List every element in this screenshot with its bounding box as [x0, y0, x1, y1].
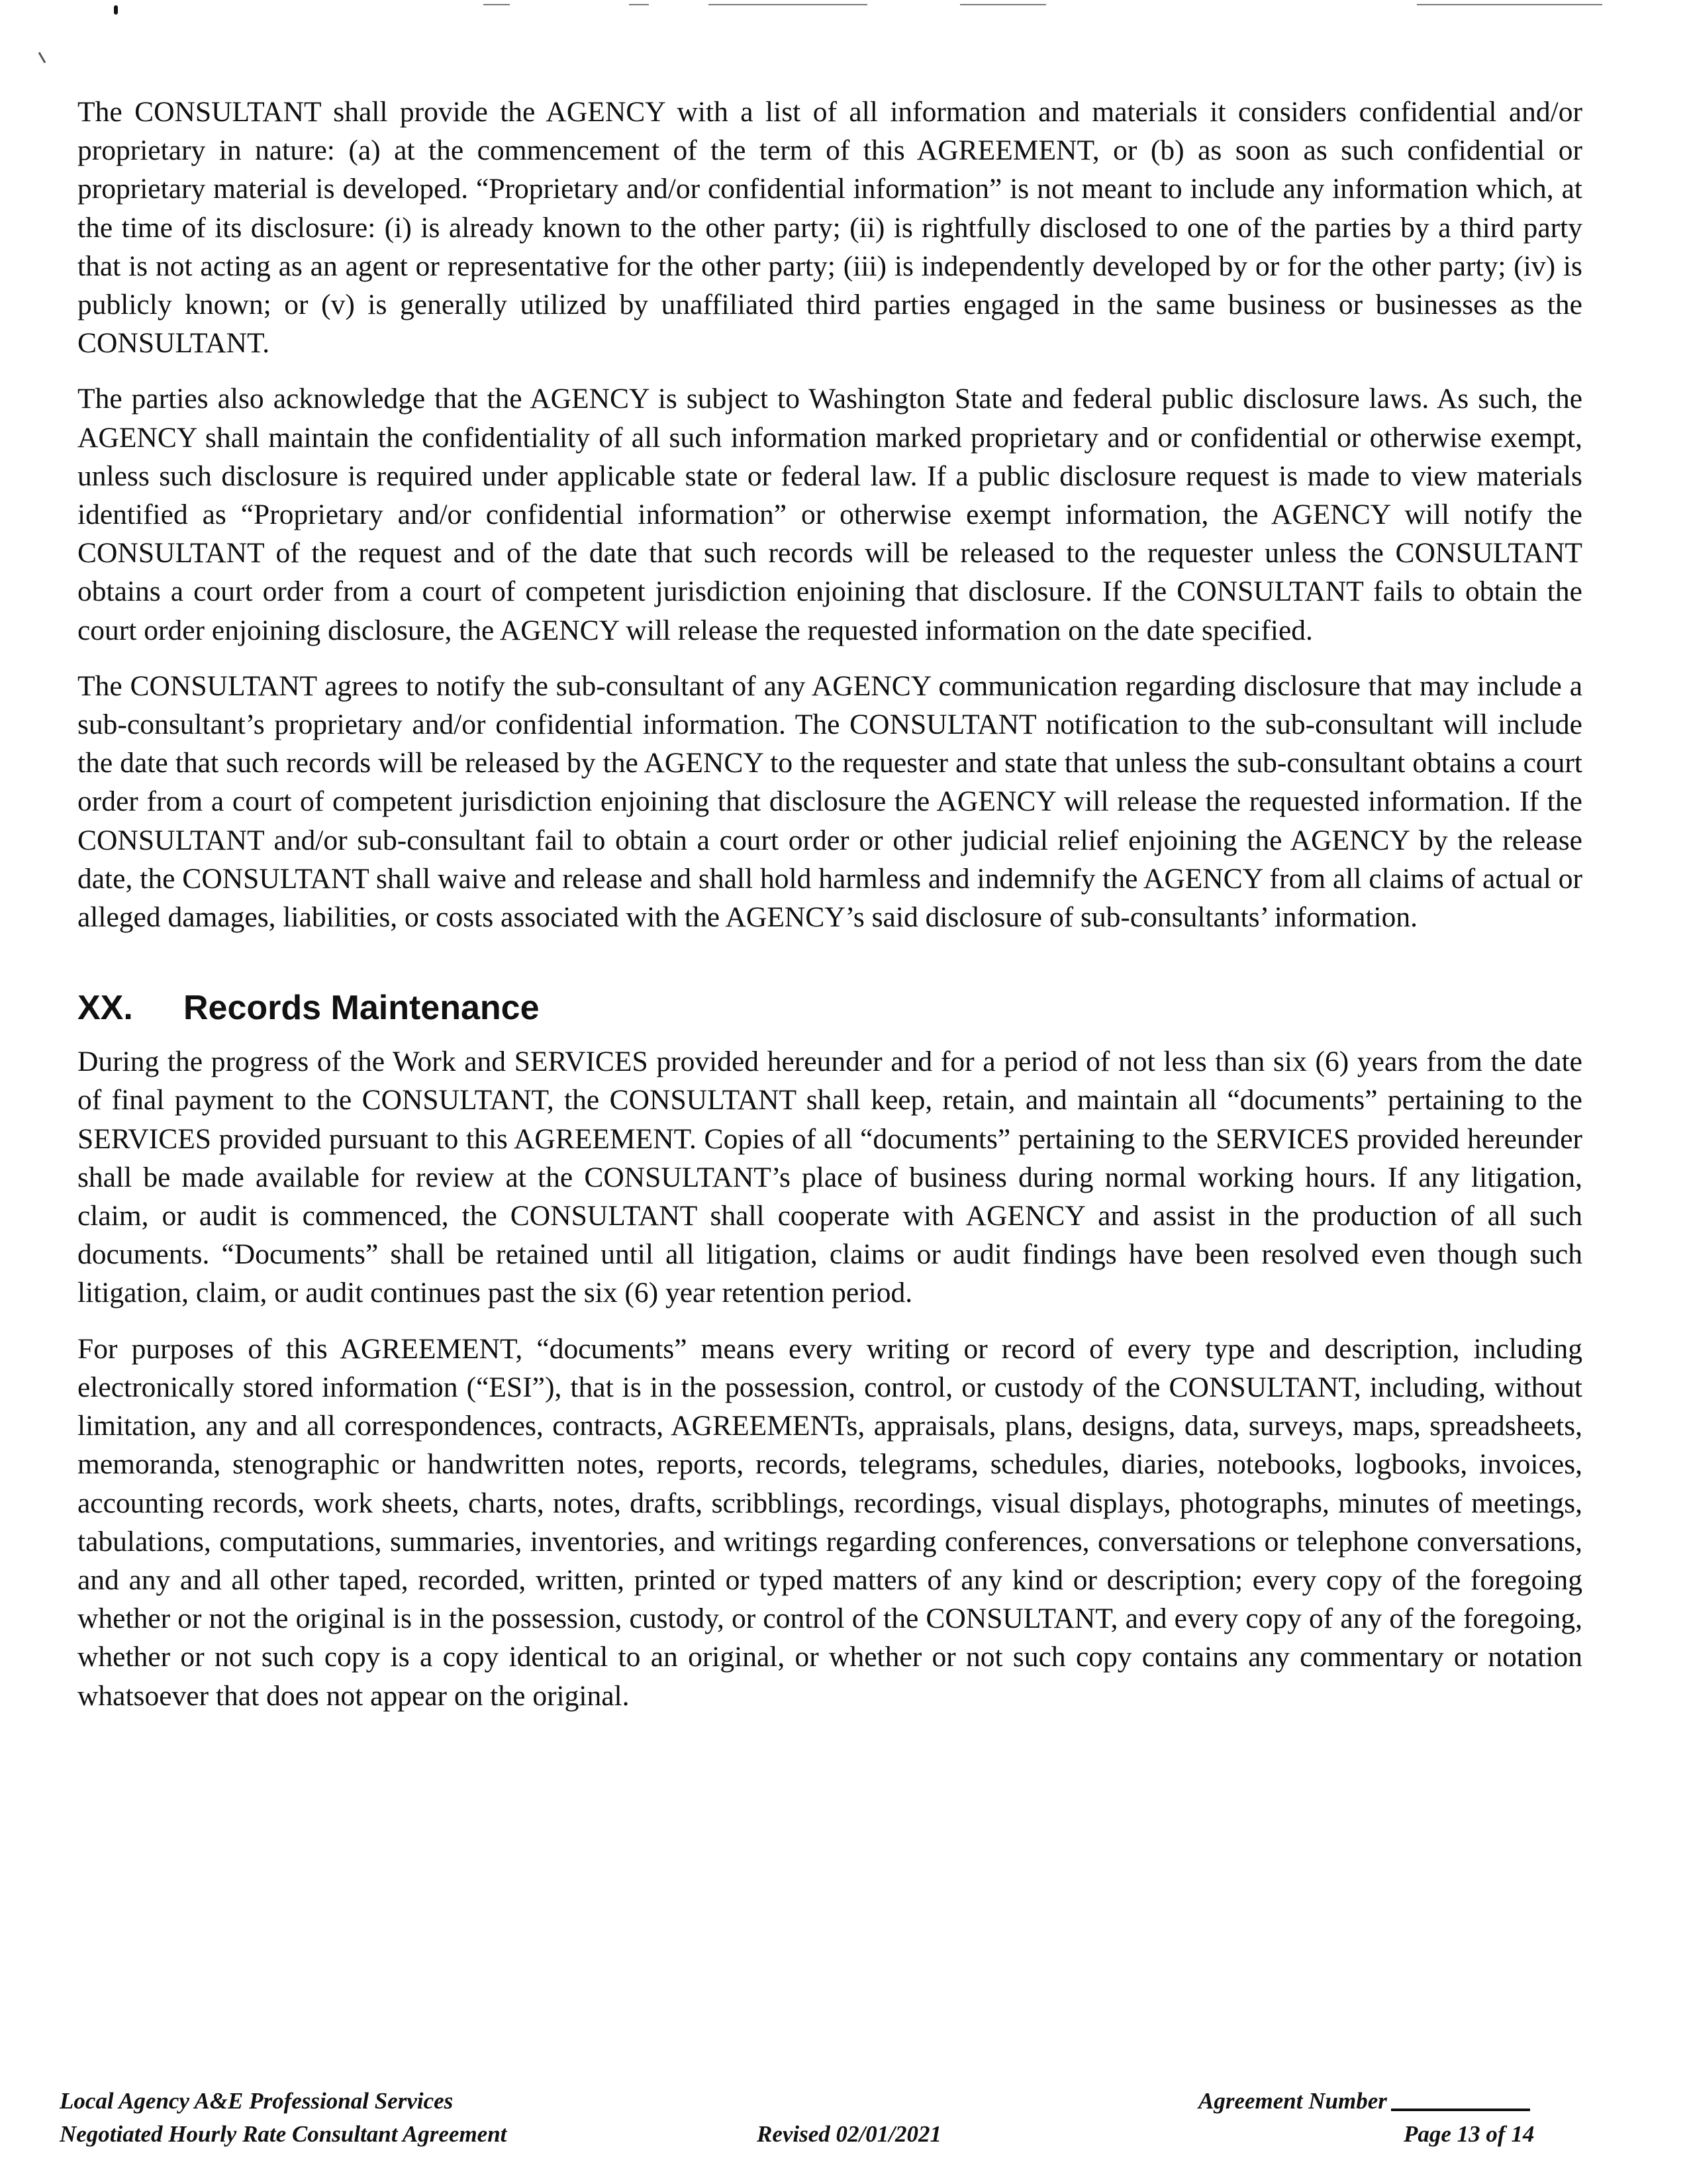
- scan-artifacts: [0, 0, 1687, 13]
- scan-mark: [960, 4, 1046, 5]
- paragraph-documents-definition: For purposes of this AGREEMENT, “documents” means every writing or record of every type and description, including electronically stored information (“ESI”), that is in the possession, control, or custody of the CONSULTANT, including, without limitation, any and all correspondences, contracts, AGREEMENTs, appraisals, plans, designs, data, surveys, maps, spreadsheets, memoranda, stenographic or handwritten notes, reports, records, telegrams, schedules, diaries, notebooks, logbooks, invoices, accounting records, work sheets, charts, notes, drafts, scribblings, recordings, visual displays, photographs, minutes of meetings, tabulations, computations, summaries, inventories, and writings regarding conferences, conversations or telephone conversations, and any and all other taped, recorded, written, printed or typed matters of any kind or description; every copy of the foregoing whether or not the original is in the possession, custody, or control of the CONSULTANT, and every copy of any of the foregoing, whether or not such copy is a copy identical to an original, or whether or not such copy contains any commentary or notation whatsoever that does not appear on the original.: [77, 1332, 1582, 1712]
- section-heading: [77, 988, 1582, 1028]
- paragraph-sub-consultant-notice: The CONSULTANT agrees to notify the sub-consultant of any AGENCY communication regarding disclosure that may include a sub-consultant’s proprietary and/or confidential information. The CONSULTANT notification to the sub-consultant will include the date that such records will be released by the AGENCY to the requester and state that unless the sub-consultant obtains a court order from a court of competent jurisdiction enjoining that disclosure the AGENCY will release the requested information. If the CONSULTANT and/or sub-consultant fail to obtain a court order or other judicial relief enjoining the AGENCY by the release date, the CONSULTANT shall waive and release and shall hold harmless and indemnify the AGENCY from all claims of actual or alleged damages, liabilities, or costs associated with the AGENCY’s said disclosure of sub-consultants’ information.: [77, 670, 1582, 934]
- paragraph-confidential-list: The CONSULTANT shall provide the AGENCY with a list of all information and materials it considers confidential and/or proprietary in nature: (a) at the commencement of the term of this AGREEMENT, or (b) as soon as such confidential or proprietary material is developed. “Proprietary and/or confidential information” is not meant to include any information which, at the time of its disclosure: (i) is already known to the other party; (ii) is rightfully disclosed to one of the parties by a third party that is not acting as an agent or representative for the other party; (iii) is independently developed by or for the other party; (iv) is publicly known; or (v) is generally utilized by unaffiliated third parties engaged in the same business or businesses as the CONSULTANT.: [77, 96, 1582, 360]
- section-number: XX.: [77, 989, 133, 1028]
- footer-revised-date: Revised 02/01/2021: [757, 2121, 941, 2147]
- footer-agreement-number: [1198, 2085, 1530, 2118]
- footer-agreement-type: Negotiated Hourly Rate Consultant Agreement: [60, 2121, 507, 2147]
- scan-speck: [114, 5, 118, 15]
- document-body: [77, 93, 1582, 1732]
- scan-speck: [38, 52, 46, 63]
- footer-page-number: Page 13 of 14: [1404, 2121, 1535, 2147]
- footer-program-title: Local Agency A&E Professional Services: [60, 2088, 454, 2114]
- scan-mark: [483, 4, 510, 5]
- paragraph-public-disclosure: The parties also acknowledge that the AGENCY is subject to Washington State and federal public disclosure laws. As such, the AGENCY shall maintain the confidentiality of all such information marked proprietary and or confidential or otherwise exempt, unless such disclosure is required under applicable state or federal law. If a public disclosure request is made to view materials identified as “Proprietary and/or confidential information” or otherwise exempt information, the AGENCY will notify the CONSULTANT of the request and of the date that such records will be released to the requester unless the CONSULTANT obtains a court order from a court of competent jurisdiction enjoining that disclosure. If the CONSULTANT fails to obtain the court order enjoining disclosure, the AGENCY will release the requested information on the date specified.: [77, 383, 1582, 646]
- scan-mark: [629, 4, 649, 5]
- section-title: Records Maintenance: [183, 989, 540, 1028]
- footer-left: [60, 2085, 506, 2151]
- scan-mark: [708, 4, 867, 5]
- scan-mark: [1417, 4, 1602, 5]
- paragraph-records-retention: During the progress of the Work and SERVICES provided hereunder and for a period of not less than six (6) years from the date of final payment to the CONSULTANT, the CONSULTANT shall keep, retain, and maintain all “documents” pertaining to the SERVICES provided pursuant to this AGREEMENT. Copies of all “documents” pertaining to the SERVICES provided hereunder shall be made available for review at the CONSULTANT’s place of business during normal working hours. If any litigation, claim, or audit is commenced, the CONSULTANT shall cooperate with AGENCY and assist in the production of all such documents. “Documents” shall be retained until all litigation, claims or audit findings have been resolved even though such litigation, claim, or audit continues past the six (6) year retention period.: [77, 1046, 1582, 1309]
- agreement-number-label: Agreement Number: [1198, 2088, 1387, 2114]
- agreement-number-blank: [1391, 2109, 1530, 2111]
